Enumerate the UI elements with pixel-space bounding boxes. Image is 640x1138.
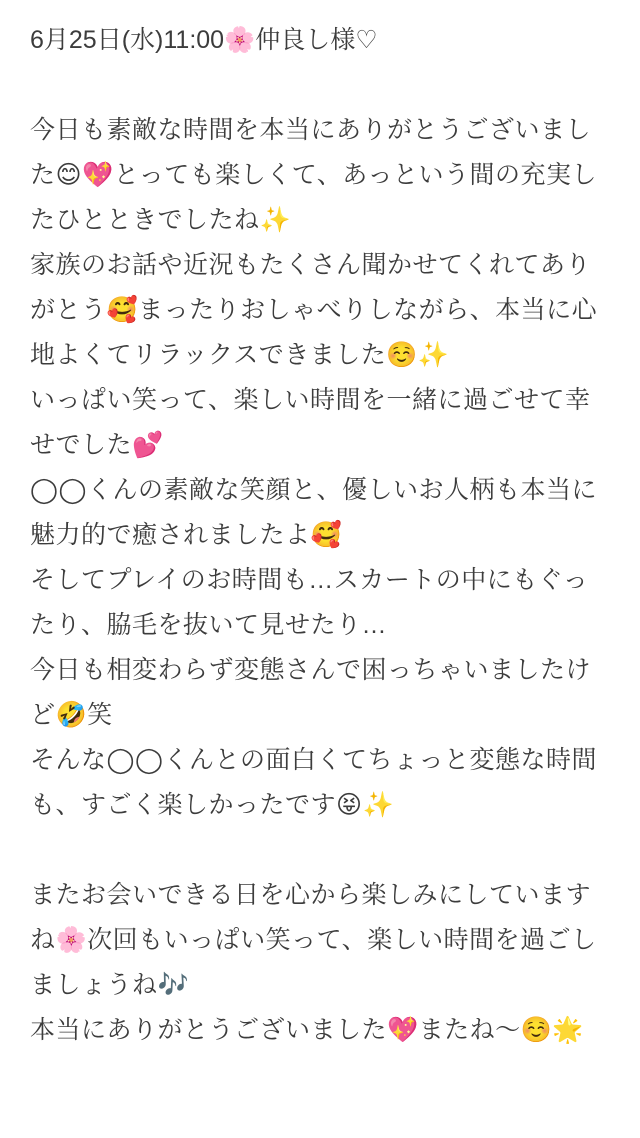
paragraph: ◯◯くんの素敵な笑顔と、優しいお人柄も本当に魅力的で癒されましたよ🥰: [30, 476, 597, 549]
blank-line-spacer: [30, 63, 610, 108]
paragraph: 今日も相変わらず変態さんで困っちゃいましたけど🤣笑: [30, 656, 592, 729]
paragraph: またお会いできる日を心から楽しみにしていますね🌸次回もいっぱい笑って、楽しい時間を過ごしましょうね🎶: [30, 881, 597, 999]
paragraph: 本当にありがとうございました💖またね〜☺️🌟: [30, 1016, 584, 1044]
paragraph: 家族のお話や近況もたくさん聞かせてくれてありがとう🥰まったりおしゃべりしながら、本当に心地よくてリラックスできました☺️✨: [30, 251, 598, 369]
paragraph: そんな◯◯くんとの面白くてちょっと変態な時間も、すごく楽しかったです😝✨: [30, 746, 597, 819]
document-body: [30, 108, 610, 1053]
document-heading: 6月25日(水)11:00🌸仲良し様♡: [30, 26, 378, 54]
paragraph: いっぱい笑って、楽しい時間を一緒に過ごせて幸せでした💕: [30, 386, 591, 459]
paragraph-spacer: [30, 828, 610, 873]
paragraph: そしてプレイのお時間も…スカートの中にもぐったり、脇毛を抜いて見せたり…: [30, 566, 589, 639]
paragraph: 今日も素敵な時間を本当にありがとうございました😊💖とっても楽しくて、あっという間の充実したひとときでしたね✨: [30, 116, 597, 234]
